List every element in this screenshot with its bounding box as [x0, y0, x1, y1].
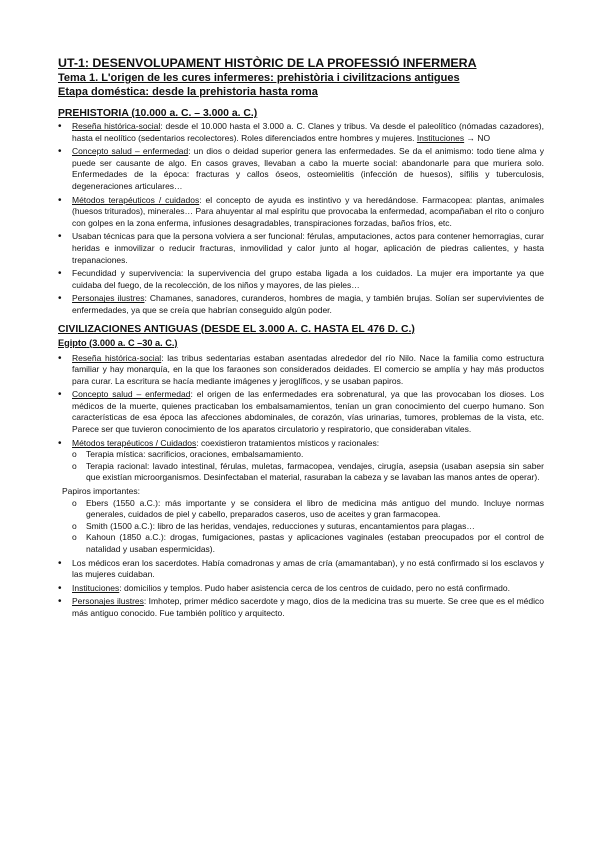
list-item: • Métodos terapéuticos / cuidados: el concepto de ayuda es instintivo y va heredándose. Farmacopea: plantas, animales (huesos triturados), minerales… Para ahuyentar al mal espíritu que provocaba la enfermedad, acompañaban el rito o conjuro con golpes en la zona enferma, infusiones desagradables, transpiraciones forzadas, baños fríos, etc. [58, 194, 544, 228]
circle-bullet-icon: o [72, 449, 77, 460]
circle-bullet-icon: o [72, 497, 77, 508]
list-item: • Concepto salud – enfermedad: el origen de las enfermedades era sobrenatural, ya que las provocaban los dioses. Los médicos de la muerte, quienes practicaban los embalsamamientos, tenían un gran conocimiento del cuerpo humano. Son características de esa época las afecciones abdominales, de corazón, vías urinarias, tumores, problemas de la vista, etc. Parece ser que tuvieron conocimiento de los aparatos circulatorio y respiratorio, que consideraban vitales. [58, 389, 544, 435]
bullet-icon: • [58, 557, 62, 569]
circle-bullet-icon: o [72, 532, 77, 543]
bullet-icon: • [58, 352, 62, 364]
bullet-icon: • [58, 437, 62, 449]
bullet-icon: • [58, 231, 62, 243]
list-item: • Usaban técnicas para que la persona volviera a ser funcional: férulas, amputaciones, actos para contener hemorragias, curar heridas e inmovilizar o reducir fracturas, inmovilidad y calor junto al hogar, aplicación de piedras calientes, y hasta trepanaciones. [58, 231, 544, 265]
bullet-icon: • [58, 121, 62, 132]
sub-list-item: o Smith (1500 a.C.): libro de las heridas, vendajes, reducciones y suturas, encantamientos para plagas… [72, 520, 475, 531]
list-item: • Reseña histórica-social: las tribus sedentarias estaban asentadas alrededor del río Nilo. Nace la familia como estructura familiar y hay monarquía, en la que los faraones son considerados deidades. El comercio se amplía y hay más productos para curar. La escritura se hacía mediante imágenes y jeroglíficos, y se usaban papiros. [58, 352, 544, 386]
document-page [58, 56, 544, 622]
topic-heading: Tema 1. L'origen de les cures infermeres: prehistòria i civilitzacions antigues [58, 72, 460, 84]
stage-heading: Etapa doméstica: desde la prehistoria hasta roma [58, 86, 318, 98]
list-item: • Concepto salud – enfermedad: un dios o deidad superior genera las enfermedades. Se da el animismo: todo tiene alma y puede ser causante de algo. En casos graves, llevaban a cabo la muerte social: abandonarle para que muriera solo. Enfermedades de la época: fracturas y callos óseos, osteomielitis (infección de huesos), sífilis y tuberculosis, degeneraciones articulares… [58, 146, 544, 191]
circle-bullet-icon: o [72, 460, 77, 471]
list-item: • Métodos terapéuticos / Cuidados: coexistieron tratamientos místicos y racionales: o Terapia mística: sacrificios, oraciones, embalsamamiento. o Terapia racional: lavado intestinal, férulas, muletas, farmacopea, vendajes, cirugía, asepsia (usaban asepsia sin saber que existían microorganismos. Desinfectaban el material, rasuraban la cabeza y se lavaban las manos antes de operar). [58, 437, 544, 483]
egipto-list [58, 353, 544, 485]
circle-bullet-icon: o [72, 520, 77, 531]
papiros-heading: Papiros importantes: [62, 486, 140, 497]
prehistoria-heading: PREHISTORIA (10.000 a. C. – 3.000 a. C.) [58, 108, 258, 119]
list-item: • Reseña histórica-social: desde el 10.000 hasta el 3.000 a. C. Clanes y tribus. Va desde el paleolítico (nómadas cazadores), hasta el neolítico (sedentarios recolectores). Roles diferenciados entre hombres y mujeres. Instituciones → NO [58, 121, 545, 143]
list-item: • Instituciones: domicilios y templos. Pudo haber asistencia cerca de los centros de cuidado, pero no está confirmado. [58, 582, 510, 594]
list-item: • Los médicos eran los sacerdotes. Había comadronas y amas de cría (amamantaban), y no está confirmado si los esclavos y las mujeres cuidaban. [58, 557, 544, 580]
therapy-sublist [58, 449, 544, 484]
papiros-list [58, 498, 544, 556]
bullet-icon: • [58, 293, 62, 305]
egipto-list-2 [58, 558, 544, 620]
list-item: • Personajes ilustres: Chamanes, sanadores, curanderos, hombres de magia, y también brujas. Solían ser supervivientes de enfermedades, ya que se creía que habrían conseguido algún poder. [58, 293, 544, 315]
sub-list-item: o Terapia mística: sacrificios, oraciones, embalsamamiento. [72, 449, 304, 460]
civilizaciones-heading: CIVILIZACIONES ANTIGUAS (DESDE EL 3.000 A. C. HASTA EL 476 D. C.) [58, 323, 415, 335]
bullet-icon: • [58, 146, 62, 158]
prehistoria-list [58, 121, 544, 317]
sub-list-item: o Terapia racional: lavado intestinal, férulas, muletas, farmacopea, vendajes, cirugía, asepsia (usaban asepsia sin saber que existían microorganismos. Desinfectaban el material, rasuraban la cabeza y se lavaban las manos antes de operar). [72, 460, 544, 483]
bullet-icon: • [58, 194, 62, 206]
sub-list-item: o Ebers (1550 a.C.): más importante y se considera el libro de medicina más antiguo del mundo. Incluye normas generales, cuidados de piel y cabello, preparados caseros, uso de aceites y gran farmacopea. [72, 497, 544, 520]
list-item: • Fecundidad y supervivencia: la supervivencia del grupo estaba ligada a los cuidados. La mujer era importante ya que cuidaba del fuego, de la recolección, de los niños y mayores, de las pieles… [58, 268, 544, 290]
bullet-icon: • [58, 389, 62, 401]
bullet-icon: • [58, 268, 62, 280]
bullet-icon: • [58, 596, 62, 608]
sub-list-item: o Kahoun (1850 a.C.): drogas, fumigaciones, pastas y aplicaciones vaginales (estaban preocupados por el control de natalidad y usaban espermicidas). [72, 532, 544, 554]
list-item: • Personajes ilustres: Imhotep, primer médico sacerdote y mago, dios de la medicina tras su muerte. Se cree que es el médico más antiguo conocido. Fue también político y arquitecto. [58, 596, 545, 618]
document-title: UT-1: DESENVOLUPAMENT HISTÒRIC DE LA PROFESSIÓ INFERMERA [58, 56, 477, 70]
bullet-icon: • [58, 582, 62, 594]
egipto-heading: Egipto (3.000 a. C –30 a. C.) [58, 337, 178, 348]
